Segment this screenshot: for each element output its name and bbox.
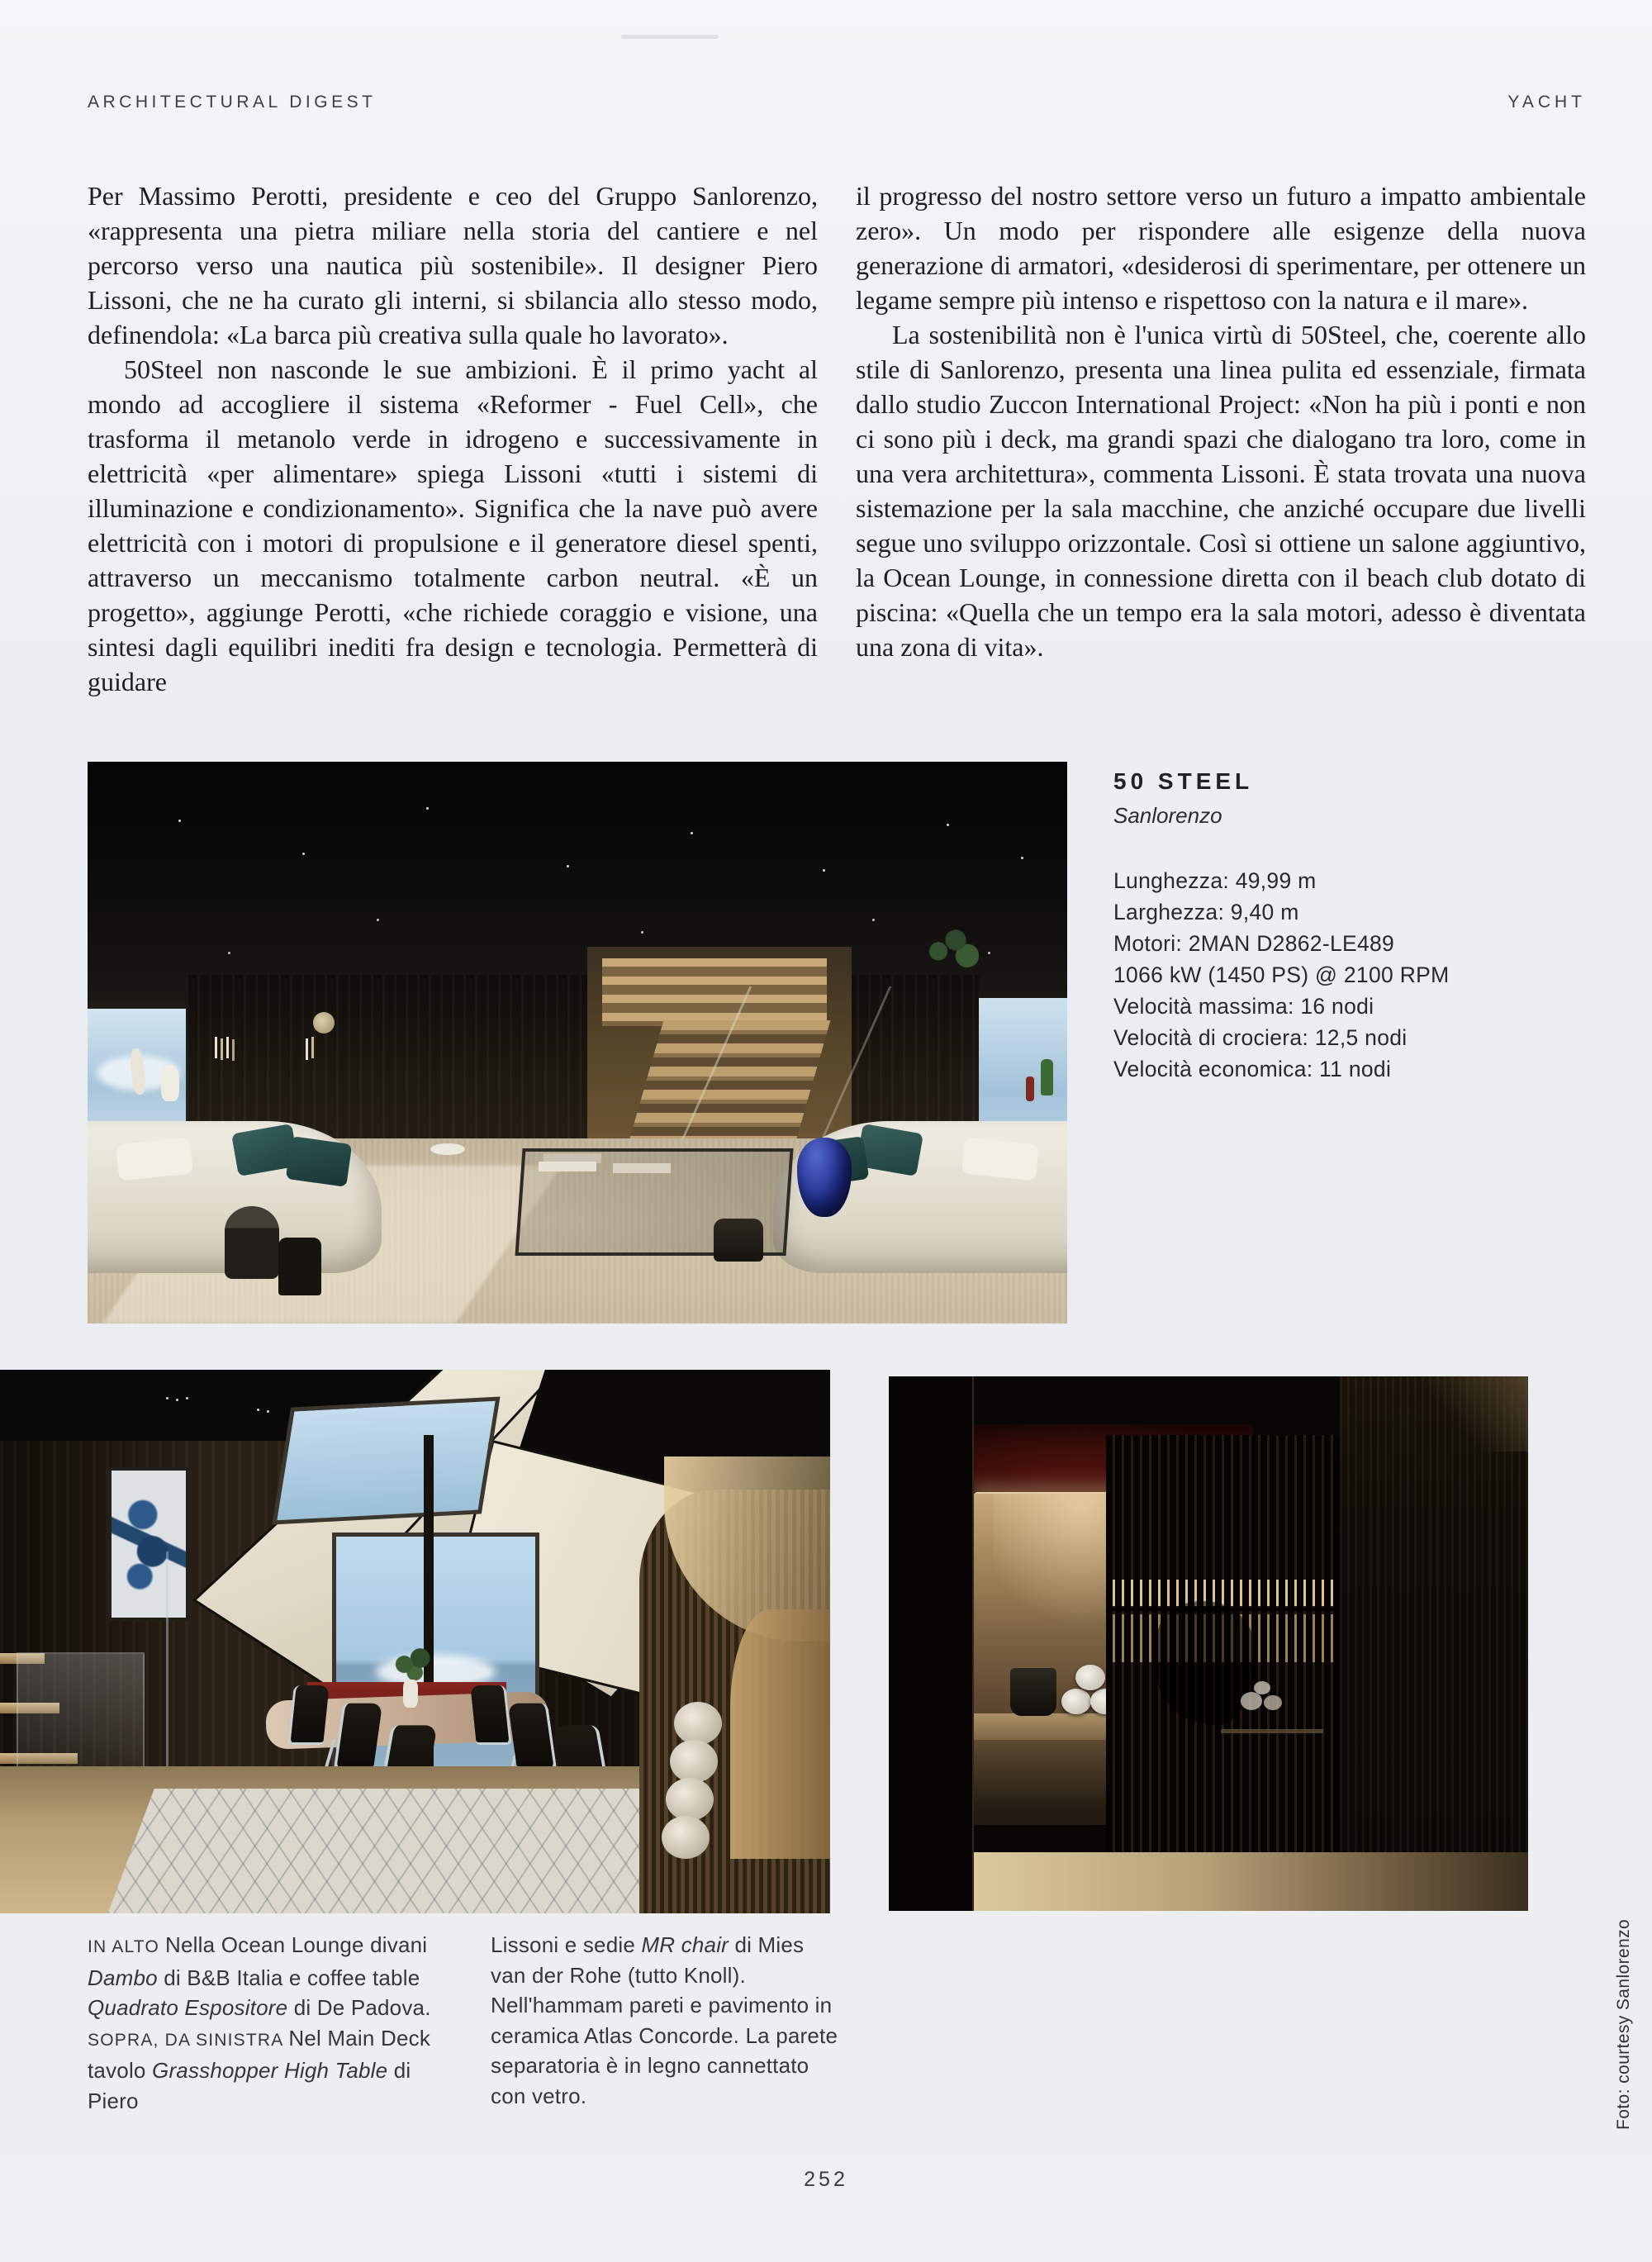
red-vase (1026, 1076, 1034, 1101)
para: La sostenibilità non è l'unica virtù di 50Steel, che, coerente allo stile di Sanlorenzo, presenta una linea pulita ed essenziale, firmata dallo studio Zuccon International Project: «Non ha più i ponti e non ci sono più i deck, ma grandi spazi che dialogano tra loro, come in una vera architettura», commenta Lissoni. È stata trovata una nuova sistemazione per la sala macchine, che anziché occupare due livelli segue uno sviluppo orizzontale. Così si ottiene un salone aggiuntivo, la Ocean Lounge, in connessione diretta con il beach club dotato di piscina: «Quella che un tempo era la sala motori, adesso è diventata una zona di vita». (856, 320, 1586, 662)
caption-segment: Grasshopper High Table (152, 2058, 388, 2083)
light-wood-floor (972, 1852, 1528, 1911)
page-number: 252 (804, 2168, 848, 2191)
glass-cabinet (17, 1652, 145, 1775)
magazine-title: ARCHITECTURAL DIGEST (88, 93, 377, 112)
article-column-left (88, 178, 818, 699)
white-vase (161, 1065, 179, 1101)
ceiling-spotlights (178, 820, 181, 822)
caption-segment: Nel Main Deck tavolo (88, 2025, 431, 2083)
para: Per Massimo Perotti, presidente e ceo del Gruppo Sanlorenzo, «rappresenta una pietra miliare nella storia del cantiere e nel percorso verso una nautica più sostenibile». Il designer Piero Lissoni, che ne ha curato gli interni, si sbilancia allo stesso modo, definendola: «La barca più creativa sulla quale ho lavorato». (88, 181, 818, 349)
plant (921, 924, 979, 969)
caption-column-1 (88, 1930, 464, 2116)
caption-segment: MR chair (641, 1932, 729, 1957)
article-column-right (856, 178, 1586, 664)
caption-segment: di B&B Italia e coffee table (157, 1965, 420, 1990)
curved-wood-wall (730, 1609, 830, 1860)
caption-segment: Lissoni e sedie (491, 1932, 642, 1957)
white-table-vase (403, 1680, 418, 1708)
hammam-bucket (1010, 1668, 1056, 1716)
dark-slat-wall-right (1340, 1376, 1528, 1911)
ceiling-spotlights (166, 1397, 169, 1399)
bench-behind-glass (1221, 1729, 1323, 1733)
dark-wood-stool (714, 1219, 763, 1262)
spec-line: Velocità economica: 11 nodi (1113, 1057, 1392, 1081)
para: il progresso del nostro settore verso un futuro a impatto ambientale zero». Un modo per rispondere alle esigenze della nuova generazione di armatori, «desiderosi di sperimentare, per ottenere un legame sempre più intenso e rispettoso con la natura e il mare». (856, 181, 1586, 315)
mr-chair (470, 1685, 512, 1745)
spec-line: Motori: 2MAN D2862-LE489 (1113, 931, 1395, 956)
photo-hammam (889, 1376, 1528, 1911)
round-wall-object (313, 1012, 335, 1034)
teal-cushion (286, 1136, 353, 1187)
book-spines (215, 1037, 217, 1058)
towels-behind-glass (1241, 1692, 1262, 1710)
shipyard-name: Sanlorenzo (1113, 803, 1222, 828)
caption-segment: di Mies van der Rohe (tutto Knoll). Nell'hammam pareti e pavimento in ceramica Atlas Concorde. La parete separatoria è in legno cannettato con vetro. (491, 1932, 838, 2108)
green-vase (1041, 1059, 1053, 1095)
caption-segment: IN ALTO (88, 1937, 166, 1956)
spec-line: Lunghezza: 49,99 m (1113, 868, 1317, 893)
spec-line: 1066 kW (1450 PS) @ 2100 RPM (1113, 962, 1450, 987)
diamond-pattern-rug (108, 1789, 690, 1913)
dark-door-frame (889, 1376, 974, 1911)
photo-credit: Foto: courtesy Sanlorenzo (1614, 1918, 1633, 2130)
caption-segment: di Piero (88, 2058, 411, 2113)
section-label: YACHT (1507, 93, 1586, 112)
backlit-slats-band (1106, 1580, 1340, 1606)
hourglass-stool (225, 1206, 279, 1279)
spec-line: Velocità di crociera: 12,5 nodi (1113, 1025, 1408, 1050)
spec-line: Velocità massima: 16 nodi (1113, 994, 1374, 1019)
scan-artifact-dash (621, 35, 719, 39)
spec-line: Larghezza: 9,40 m (1113, 900, 1299, 924)
caption-column-2 (491, 1930, 844, 2111)
caption-segment: Dambo (88, 1965, 158, 1990)
reflection-silhouette (1157, 1601, 1256, 1725)
stacked-disc-sculpture (674, 1702, 722, 1745)
skylight-window (272, 1397, 500, 1525)
para: 50Steel non nasconde le sue ambizioni. È il primo yacht al mondo ad accogliere il sistema «Reformer - Fuel Cell», che trasforma il metanolo verde in idrogeno e successivamente in elettricità «per alimentare» spiega Lissoni «tutti i sistemi di illuminazione e condizionamento». Significa che la nave può avere elettricità con i motori di propulsione e il generatore diesel spenti, attraverso un meccanismo totalmente carbon neutral. «È un progetto», aggiunge Perotti, «che richiede coraggio e visione, una sintesi dagli equilibri inediti fra design e tecnologia. Permetterà di guidare (88, 354, 818, 696)
caption-segment: SOPRA, DA SINISTRA (88, 2030, 289, 2050)
coffee-table-books (539, 1162, 596, 1171)
caption-segment: Quadrato Espositore (88, 1995, 288, 2020)
caption-segment: Nella Ocean Lounge divani (165, 1932, 428, 1957)
ceiling-light-edge (1388, 1376, 1528, 1452)
photo-main-deck-dining (0, 1370, 830, 1913)
yacht-specs (1113, 768, 1609, 1085)
photo-ocean-lounge (88, 762, 1067, 1323)
table-plant (386, 1642, 439, 1683)
mr-chair (287, 1685, 330, 1745)
white-side-table (430, 1143, 465, 1155)
yacht-name: 50 STEEL (1113, 768, 1254, 794)
cylinder-stool (278, 1238, 321, 1295)
white-pillow (961, 1138, 1039, 1181)
caption-segment: di De Padova. (287, 1995, 431, 2020)
spec-list (1113, 865, 1609, 1085)
